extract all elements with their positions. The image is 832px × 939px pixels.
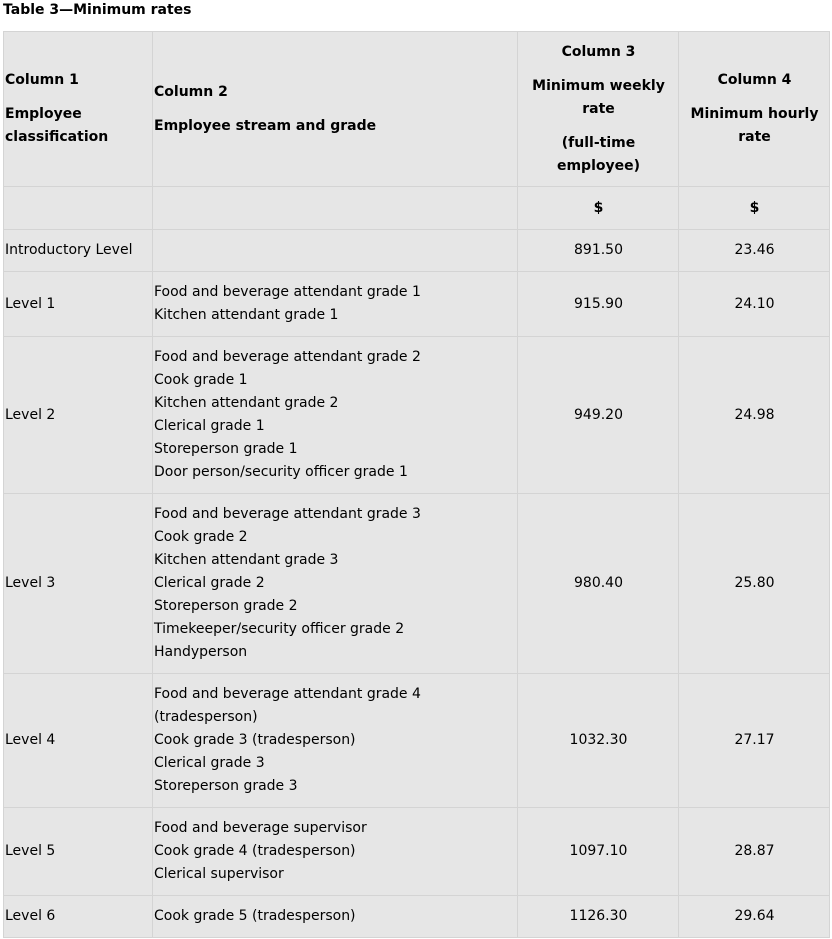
table-row bbox=[4, 337, 830, 494]
weekly-rate-cell: 915.90 bbox=[518, 272, 679, 337]
stream-cell bbox=[153, 808, 518, 896]
stream-line: Cook grade 2 bbox=[154, 529, 248, 545]
table-row bbox=[4, 272, 830, 337]
units-row bbox=[4, 187, 830, 230]
hourly-rate-cell: 28.87 bbox=[679, 808, 830, 896]
column-1-header bbox=[4, 32, 153, 187]
hourly-unit: $ bbox=[679, 187, 830, 230]
stream-cell bbox=[153, 896, 518, 938]
classification-cell: Level 5 bbox=[4, 808, 153, 896]
stream-line: Clerical grade 2 bbox=[154, 575, 265, 591]
column-1-title: Employee classification bbox=[5, 106, 109, 145]
weekly-unit: $ bbox=[518, 187, 679, 230]
column-4-title: Minimum hourly rate bbox=[690, 106, 819, 145]
stream-line: Food and beverage attendant grade 3 bbox=[154, 506, 421, 522]
hourly-rate-cell: 23.46 bbox=[679, 230, 830, 272]
column-4-number: Column 4 bbox=[717, 72, 792, 88]
weekly-rate-cell: 1097.10 bbox=[518, 808, 679, 896]
column-2-number: Column 2 bbox=[154, 83, 228, 100]
column-3-note: (full-time employee) bbox=[556, 134, 641, 174]
classification-cell: Level 4 bbox=[4, 674, 153, 808]
stream-cell bbox=[153, 494, 518, 674]
weekly-rate-cell: 1032.30 bbox=[518, 674, 679, 808]
stream-line: Kitchen attendant grade 2 bbox=[154, 395, 339, 411]
weekly-rate-cell: 980.40 bbox=[518, 494, 679, 674]
stream-line: Cook grade 5 (tradesperson) bbox=[154, 908, 356, 924]
table-row bbox=[4, 808, 830, 896]
stream-line: Cook grade 4 (tradesperson) bbox=[154, 843, 356, 859]
table-title: Table 3—Minimum rates bbox=[3, 2, 192, 18]
units-cell-empty bbox=[153, 187, 518, 230]
stream-line: Storeperson grade 1 bbox=[154, 441, 298, 457]
rate-rows bbox=[4, 230, 830, 938]
stream-cell bbox=[153, 230, 518, 272]
stream-line: Handyperson bbox=[154, 644, 248, 660]
table-row bbox=[4, 674, 830, 808]
stream-line: Food and beverage attendant grade 4 bbox=[154, 686, 421, 702]
stream-line: Food and beverage attendant grade 1 bbox=[154, 284, 421, 300]
weekly-rate-cell: 1126.30 bbox=[518, 896, 679, 938]
header-row bbox=[4, 32, 830, 187]
classification-cell: Level 3 bbox=[4, 494, 153, 674]
stream-line: Food and beverage supervisor bbox=[154, 820, 367, 836]
stream-cell bbox=[153, 674, 518, 808]
minimum-rates-table bbox=[3, 31, 830, 938]
column-2-title: Employee stream and grade bbox=[154, 117, 377, 134]
column-3-number: Column 3 bbox=[561, 43, 636, 60]
classification-cell: Level 2 bbox=[4, 337, 153, 494]
column-3-header bbox=[518, 32, 679, 187]
stream-line: Timekeeper/security officer grade 2 bbox=[154, 621, 405, 637]
table-row bbox=[4, 494, 830, 674]
hourly-rate-cell: 24.10 bbox=[679, 272, 830, 337]
stream-cell bbox=[153, 272, 518, 337]
stream-line: Storeperson grade 3 bbox=[154, 778, 298, 794]
classification-cell: Introductory Level bbox=[4, 230, 153, 272]
column-3-title: Minimum weekly rate bbox=[532, 77, 665, 117]
units-cell-empty bbox=[4, 187, 153, 230]
hourly-rate-cell: 24.98 bbox=[679, 337, 830, 494]
stream-line: Storeperson grade 2 bbox=[154, 598, 298, 614]
stream-line: Kitchen attendant grade 3 bbox=[154, 552, 339, 568]
hourly-rate-cell: 27.17 bbox=[679, 674, 830, 808]
weekly-rate-cell: 949.20 bbox=[518, 337, 679, 494]
stream-line: Food and beverage attendant grade 2 bbox=[154, 349, 421, 365]
table-row bbox=[4, 230, 830, 272]
stream-line: Clerical grade 1 bbox=[154, 418, 265, 434]
table-row bbox=[4, 896, 830, 938]
stream-line: Cook grade 3 (tradesperson) bbox=[154, 732, 356, 748]
classification-cell: Level 6 bbox=[4, 896, 153, 938]
hourly-rate-cell: 29.64 bbox=[679, 896, 830, 938]
hourly-rate-cell: 25.80 bbox=[679, 494, 830, 674]
column-1-number: Column 1 bbox=[5, 72, 79, 88]
stream-line: Door person/security officer grade 1 bbox=[154, 464, 408, 480]
weekly-rate-cell: 891.50 bbox=[518, 230, 679, 272]
stream-cell bbox=[153, 337, 518, 494]
stream-line: Kitchen attendant grade 1 bbox=[154, 307, 339, 323]
stream-line: Clerical grade 3 bbox=[154, 755, 265, 771]
classification-cell: Level 1 bbox=[4, 272, 153, 337]
stream-line: Clerical supervisor bbox=[154, 866, 284, 882]
column-2-header bbox=[153, 32, 518, 187]
stream-line: (tradesperson) bbox=[154, 709, 258, 725]
stream-line: Cook grade 1 bbox=[154, 372, 248, 388]
column-4-header bbox=[679, 32, 830, 187]
